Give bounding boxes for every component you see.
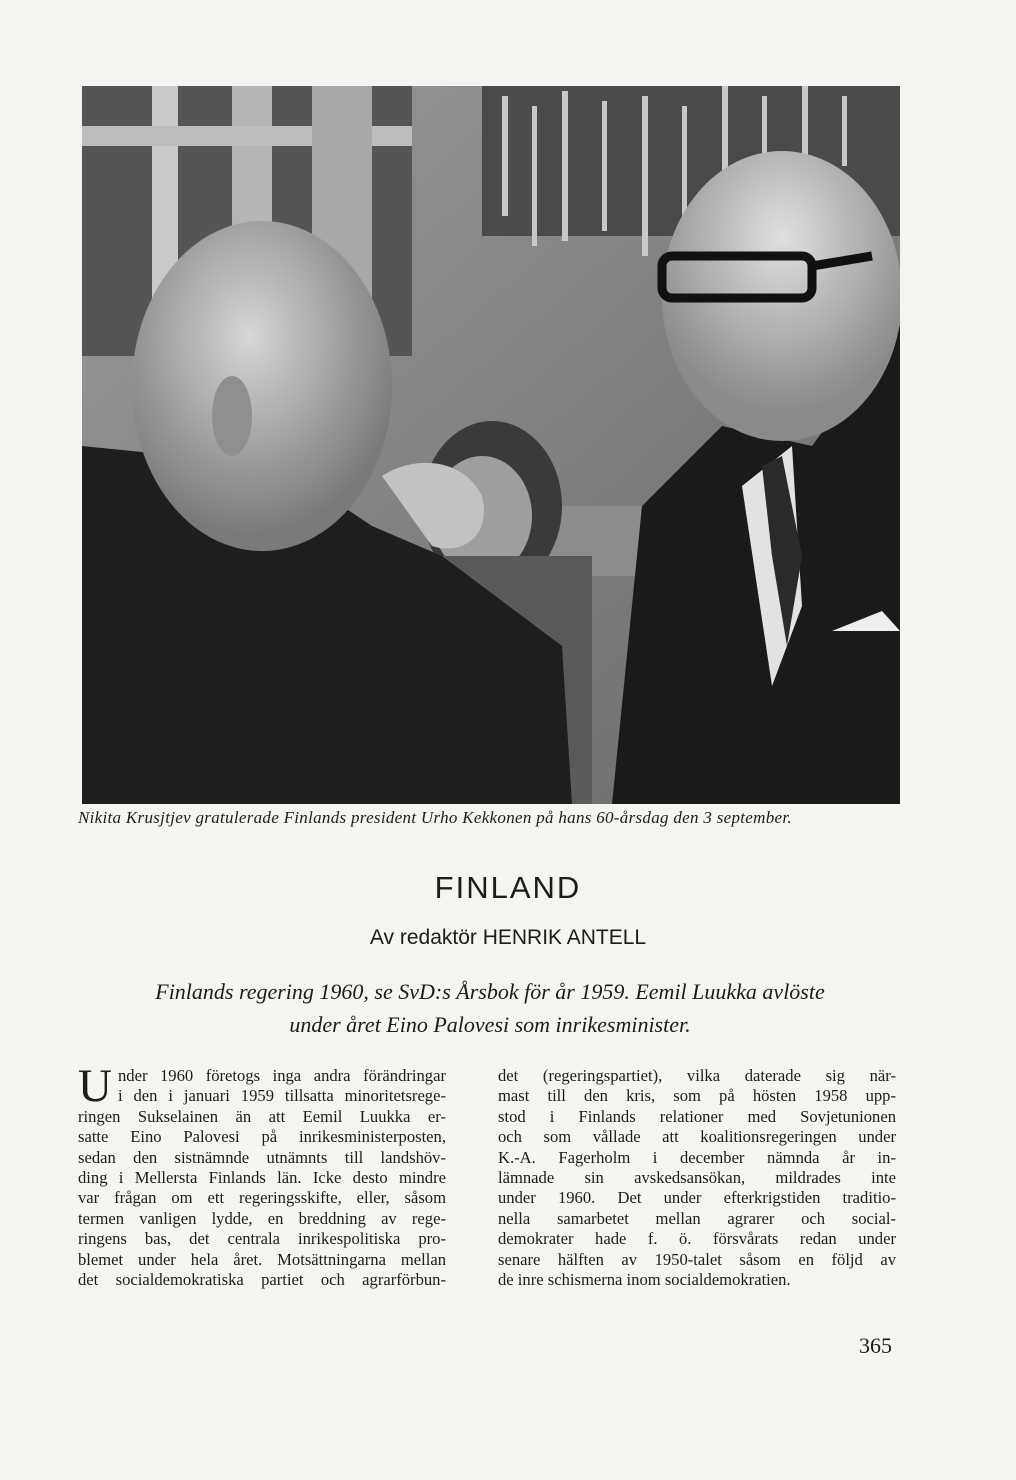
text-line: ringen Sukselainen än att Eemil Luukka er-: [78, 1106, 446, 1126]
article-lead: [100, 975, 880, 1041]
column-left: [78, 1060, 446, 1290]
text-line: mast till den kris, som på hösten 1958 upp-: [498, 1086, 896, 1106]
drop-cap: U: [78, 1060, 112, 1112]
text-line: sedan den sistnämnde utnämnts till landshöv-: [78, 1147, 446, 1167]
text-line: i den i januari 1959 tillsatta minoritetsrege-: [118, 1086, 446, 1106]
text-line: senare hälften av 1950-talet såsom en följd av: [498, 1249, 896, 1269]
text-line: satte Eino Palovesi på inrikesministerposten,: [78, 1127, 446, 1147]
lead-line: under året Eino Palovesi som inrikesminister.: [289, 1012, 691, 1037]
text-line: ringens bas, det centrala inrikespolitiska pro-: [78, 1229, 446, 1249]
text-line: det (regeringspartiet), vilka daterade sig när-: [498, 1066, 896, 1085]
text-line: blemet under hela året. Motsättningarna mellan: [78, 1249, 446, 1269]
text-line: nella samarbetet mellan agrarer och social-: [498, 1208, 896, 1228]
photo-caption: Nikita Krusjtjev gratulerade Finlands president Urho Kekkonen på hans 60-årsdag den 3 september.: [78, 808, 792, 827]
lead-line: Finlands regering 1960, se SvD:s Årsbok för år 1959. Eemil Luukka avlöste: [155, 979, 825, 1004]
page-number: 365: [859, 1333, 892, 1358]
text-line: lämnade sin avskedsansökan, mildrades inte: [498, 1168, 896, 1188]
text-line: K.-A. Fagerholm i december nämnda år in-: [498, 1147, 896, 1167]
text-line: de inre schismerna inom socialdemokratien.: [498, 1270, 791, 1290]
photo-illustration: [82, 86, 900, 804]
article-byline: Av redaktör HENRIK ANTELL: [369, 926, 647, 949]
text-line: stod i Finlands relationer med Sovjetunionen: [498, 1106, 896, 1126]
text-line: ding i Mellersta Finlands län. Icke desto mindre: [78, 1168, 446, 1188]
text-line: under 1960. Det under efterkrigstiden traditio-: [498, 1188, 896, 1208]
text-line: nder 1960 företogs inga andra förändringar: [118, 1066, 446, 1085]
photograph: [82, 86, 900, 804]
column-right: [498, 1066, 896, 1290]
text-line: det socialdemokratiska partiet och agrarförbun-: [78, 1270, 446, 1290]
article-title: FINLAND: [434, 870, 582, 905]
text-line: termen vanligen lydde, en breddning av rege-: [78, 1208, 446, 1228]
text-line: och som vållade att koalitionsregeringen under: [498, 1127, 896, 1147]
text-line: var frågan om ett regeringsskifte, eller, såsom: [78, 1188, 446, 1208]
text-line: demokrater hade f. ö. försvårats redan under: [498, 1229, 896, 1249]
